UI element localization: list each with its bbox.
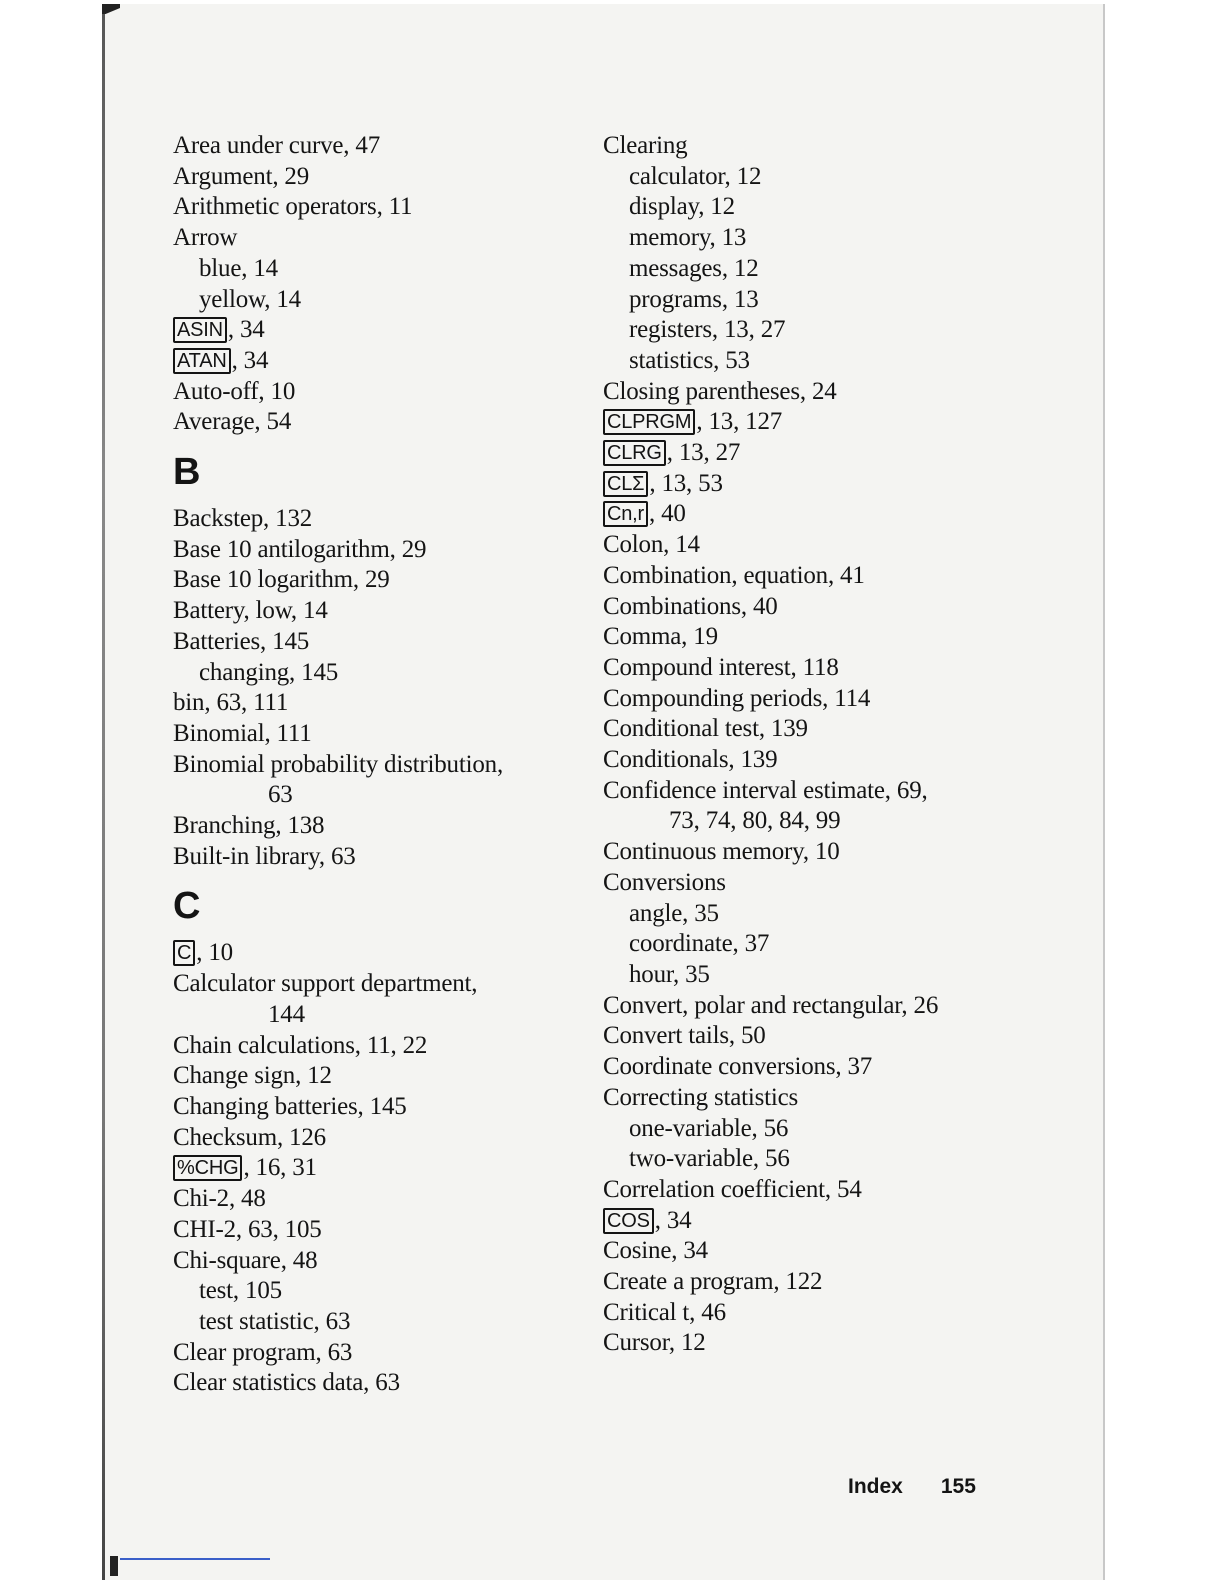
entry-text: Correcting statistics [603, 1083, 799, 1111]
entry-text: Clear program, 63 [173, 1338, 353, 1366]
index-entry [603, 131, 1023, 162]
index-entry [173, 407, 583, 438]
page-number: 155 [940, 1475, 976, 1498]
index-entry [173, 223, 583, 254]
index-entry [173, 565, 583, 596]
entry-text: test, 105 [199, 1277, 282, 1305]
page-edge-right [1103, 4, 1105, 1580]
calculator-key-label: COS [603, 1208, 654, 1234]
calculator-key-label: %CHG [173, 1155, 242, 1181]
index-entry [173, 1000, 583, 1031]
index-subentry [603, 1144, 1023, 1175]
entry-text: Conditionals, 139 [603, 746, 778, 774]
entry-text: Clear statistics data, 63 [173, 1369, 400, 1397]
index-entry [603, 499, 1023, 530]
entry-text: Built-in library, 63 [173, 842, 356, 870]
entry-text: Changing batteries, 145 [173, 1092, 407, 1120]
index-entry [603, 622, 1023, 653]
index-entry [603, 837, 1023, 868]
scan-bottom-line [120, 1558, 270, 1560]
index-entry [603, 714, 1023, 745]
scan-bottom-mark [110, 1556, 118, 1576]
index-entry [603, 592, 1023, 623]
entry-text: Create a program, 122 [603, 1268, 823, 1296]
index-entry [603, 469, 1023, 500]
entry-text: Cursor, 12 [603, 1329, 706, 1357]
index-subentry [603, 346, 1023, 377]
entry-text: Batteries, 145 [173, 627, 310, 655]
entry-text: Cosine, 34 [603, 1237, 708, 1265]
entry-text: Binomial, 111 [173, 719, 312, 747]
entry-text: Comma, 19 [603, 623, 718, 651]
entry-text: one-variable, 56 [629, 1114, 789, 1142]
entry-text: angle, 35 [629, 899, 719, 927]
index-subentry [173, 254, 583, 285]
index-entry [603, 684, 1023, 715]
entry-text: Critical t, 46 [603, 1298, 726, 1326]
entry-text: display, 12 [629, 193, 735, 221]
calculator-key-label: Cn,r [603, 501, 648, 527]
index-entry [173, 811, 583, 842]
entry-text: Backstep, 132 [173, 505, 313, 533]
index-letter-heading: B [173, 451, 201, 494]
calculator-key-label: C [173, 940, 195, 966]
entry-text: Compound interest, 118 [603, 653, 839, 681]
entry-text: hour, 35 [629, 960, 710, 988]
index-entry [603, 1083, 1023, 1114]
entry-text: , 34 [654, 1206, 692, 1234]
index-subentry [603, 899, 1023, 930]
index-entry [173, 1092, 583, 1123]
index-letter-heading: C [173, 885, 201, 928]
index-entry [173, 1061, 583, 1092]
index-subentry [603, 254, 1023, 285]
index-entry [603, 1267, 1023, 1298]
index-entry [603, 745, 1023, 776]
entry-text: Coordinate conversions, 37 [603, 1053, 873, 1081]
entry-text: Change sign, 12 [173, 1062, 332, 1090]
index-entry [173, 596, 583, 627]
index-entry [173, 1215, 583, 1246]
entry-text: changing, 145 [199, 658, 339, 686]
index-entry [603, 653, 1023, 684]
index-entry [173, 346, 583, 377]
index-subentry [173, 1307, 583, 1338]
entry-text: Chi-square, 48 [173, 1246, 318, 1274]
index-entry [173, 315, 583, 346]
entry-text: Confidence interval estimate, 69, [603, 776, 928, 804]
entry-text: programs, 13 [629, 285, 759, 313]
entry-text: , 34 [227, 316, 265, 344]
entry-text: Arithmetic operators, 11 [173, 193, 413, 221]
index-entry [173, 780, 583, 811]
index-entry [603, 1298, 1023, 1329]
entry-text: statistics, 53 [629, 346, 750, 374]
index-entry [173, 1123, 583, 1154]
entry-text: calculator, 12 [629, 162, 762, 190]
entry-text: Calculator support department, [173, 970, 478, 998]
index-entry [173, 938, 583, 969]
index-entry [603, 438, 1023, 469]
index-entry [603, 1206, 1023, 1237]
index-entry [603, 868, 1023, 899]
index-entry [173, 162, 583, 193]
entry-text: Convert, polar and rectangular, 26 [603, 991, 939, 1019]
entry-text: Colon, 14 [603, 531, 700, 559]
entry-text: memory, 13 [629, 224, 747, 252]
entry-text: Binomial probability distribution, [173, 750, 503, 778]
index-subentry [603, 192, 1023, 223]
entry-text: , 13, 127 [696, 408, 783, 436]
entry-text: Checksum, 126 [173, 1123, 326, 1151]
index-entry [603, 991, 1023, 1022]
entry-text: , 10 [196, 939, 233, 967]
calculator-key-label: CLPRGM [603, 409, 695, 435]
index-entry [603, 806, 1023, 837]
entry-text: Argument, 29 [173, 162, 310, 190]
entry-text: coordinate, 37 [629, 930, 770, 958]
entry-text: , 13, 27 [666, 439, 741, 467]
entry-text: Correlation coefficient, 54 [603, 1175, 862, 1203]
entry-text: Chi-2, 48 [173, 1185, 266, 1213]
entry-text: Conditional test, 139 [603, 715, 808, 743]
index-entry [173, 1031, 583, 1062]
index-entry [173, 1246, 583, 1277]
index-subentry [603, 929, 1023, 960]
entry-text: Arrow [173, 224, 238, 252]
entry-text: Continuous memory, 10 [603, 838, 840, 866]
index-entry [173, 131, 583, 162]
index-subentry [603, 162, 1023, 193]
index-entry [173, 719, 583, 750]
entry-text: yellow, 14 [199, 285, 301, 313]
entry-text: blue, 14 [199, 254, 278, 282]
entry-text: , 13, 53 [649, 469, 723, 497]
index-entry [603, 776, 1023, 807]
index-entry [173, 1338, 583, 1369]
entry-text: registers, 13, 27 [629, 316, 786, 344]
entry-text: Conversions [603, 868, 726, 896]
entry-text: Combinations, 40 [603, 592, 778, 620]
index-entry [173, 750, 583, 781]
index-entry [603, 530, 1023, 561]
entry-text: Compounding periods, 114 [603, 684, 871, 712]
entry-text: Auto-off, 10 [173, 377, 296, 405]
index-entry [603, 377, 1023, 408]
index-entry [173, 192, 583, 223]
entry-text: two-variable, 56 [629, 1145, 790, 1173]
footer-section-label: Index [848, 1475, 903, 1498]
entry-text: , 34 [231, 346, 269, 374]
index-entry [603, 561, 1023, 592]
index-entry [173, 969, 583, 1000]
index-subentry [173, 1276, 583, 1307]
index-entry [603, 1175, 1023, 1206]
entry-text: Convert tails, 50 [603, 1022, 766, 1050]
index-entry [603, 1052, 1023, 1083]
index-entry [173, 688, 583, 719]
entry-text: test statistic, 63 [199, 1307, 351, 1335]
index-entry [173, 1153, 583, 1184]
entry-text: 63 [268, 781, 293, 809]
entry-text: , 16, 31 [243, 1154, 317, 1182]
page-footer [848, 1475, 976, 1499]
index-entry [173, 627, 583, 658]
entry-text: bin, 63, 111 [173, 689, 289, 717]
index-entry [603, 407, 1023, 438]
entry-text: Average, 54 [173, 408, 292, 436]
index-entry [603, 1021, 1023, 1052]
index-subentry [603, 285, 1023, 316]
index-entry [173, 377, 583, 408]
index-subentry [603, 315, 1023, 346]
index-subentry [603, 223, 1023, 254]
entry-text: Combination, equation, 41 [603, 561, 865, 589]
entry-text: Area under curve, 47 [173, 132, 381, 159]
calculator-key-label: CLΣ [603, 471, 648, 497]
calculator-key-label: CLRG [603, 440, 666, 466]
index-column-left [173, 131, 583, 1399]
entry-text: 73, 74, 80, 84, 99 [669, 807, 841, 835]
index-subentry [603, 1114, 1023, 1145]
entry-text: Closing parentheses, 24 [603, 377, 837, 405]
index-subentry [173, 285, 583, 316]
page-edge-left [102, 4, 105, 1580]
index-entry [173, 1184, 583, 1215]
index-entry [603, 1328, 1023, 1359]
entry-text: 144 [268, 1000, 305, 1028]
entry-text: messages, 12 [629, 254, 759, 282]
entry-text: Chain calculations, 11, 22 [173, 1031, 428, 1059]
entry-text: Base 10 logarithm, 29 [173, 566, 390, 594]
index-entry [173, 504, 583, 535]
index-entry [173, 535, 583, 566]
index-subentry [603, 960, 1023, 991]
entry-text: Battery, low, 14 [173, 597, 328, 625]
entry-text: Base 10 antilogarithm, 29 [173, 535, 427, 563]
index-column-right [603, 131, 1023, 1359]
calculator-key-label: ATAN [173, 348, 231, 374]
entry-text: Clearing [603, 132, 688, 159]
entry-text: , 40 [648, 500, 686, 528]
index-entry [603, 1236, 1023, 1267]
index-subentry [173, 658, 583, 689]
index-entry [173, 842, 583, 873]
entry-text: Branching, 138 [173, 812, 325, 840]
entry-text: CHI-2, 63, 105 [173, 1215, 322, 1243]
index-entry [173, 1368, 583, 1399]
calculator-key-label: ASIN [173, 317, 227, 343]
